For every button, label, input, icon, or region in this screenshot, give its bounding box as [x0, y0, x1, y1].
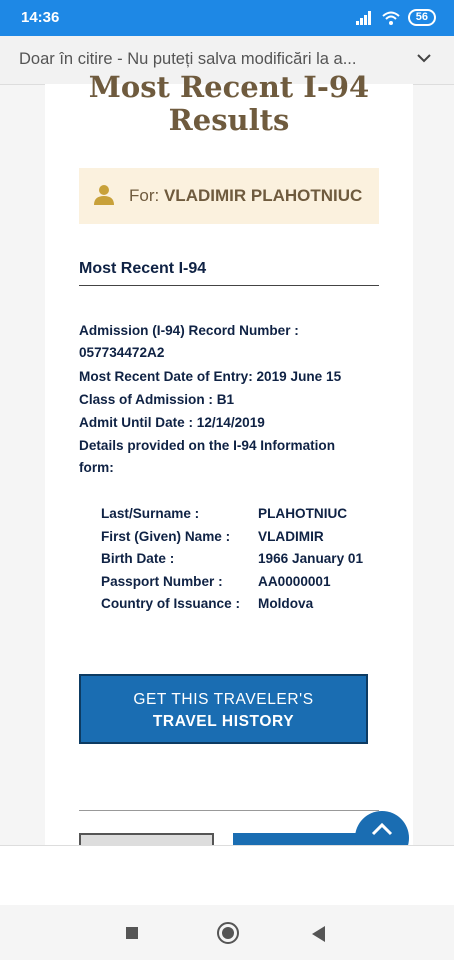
travel-history-button-line1: GET THIS TRAVELER'S: [133, 691, 314, 708]
wifi-icon: [382, 11, 400, 25]
back-icon[interactable]: [312, 926, 325, 942]
battery-icon: 56: [408, 9, 436, 26]
detail-row: [101, 571, 363, 594]
record-number-label: Admission (I-94) Record Number :: [79, 323, 299, 338]
entry-date: Most Recent Date of Entry: 2019 June 15: [79, 369, 342, 384]
home-icon[interactable]: [217, 922, 239, 944]
detail-label: Passport Number :: [101, 573, 223, 589]
read-only-text: Doar în citire - Nu puteți salva modificări la a...: [19, 50, 357, 68]
travel-history-button-line2: TRAVEL HISTORY: [152, 713, 295, 730]
page-title-line2: Results: [168, 103, 290, 137]
bottom-divider: [79, 810, 379, 811]
page-title-line1: Most Recent I-94: [88, 70, 370, 104]
travel-history-button[interactable]: [79, 674, 368, 744]
status-icons: [356, 9, 436, 26]
details-intro-2: form:: [79, 460, 114, 475]
signal-icon: [356, 11, 374, 25]
detail-label: Country of Issuance :: [101, 596, 240, 611]
document-page: [45, 70, 413, 845]
detail-label: Last/Surname :: [101, 506, 200, 521]
traveler-name: VLADIMIR PLAHOTNIUC: [163, 186, 363, 205]
detail-value: AA0000001: [258, 573, 331, 589]
detail-label: Birth Date :: [101, 551, 175, 566]
for-label: For:: [129, 186, 160, 205]
navigation-bar: [0, 905, 454, 960]
detail-value: 1966 January 01: [258, 551, 364, 566]
class-of-admission: Class of Admission : B1: [79, 392, 235, 407]
traveler-label: [129, 186, 362, 206]
detail-row: [101, 526, 363, 549]
traveler-box: [79, 168, 379, 224]
section-divider: [79, 285, 379, 286]
recents-icon[interactable]: [126, 927, 138, 939]
detail-value: VLADIMIR: [258, 528, 324, 544]
chevron-up-icon: [370, 821, 394, 837]
details-table: [101, 503, 363, 616]
details-intro-1: Details provided on the I-94 Information: [79, 438, 336, 453]
admit-until-date: Admit Until Date : 12/14/2019: [79, 415, 265, 430]
chevron-down-icon[interactable]: [416, 50, 432, 66]
person-icon: [93, 184, 115, 206]
detail-row: [101, 548, 363, 571]
detail-value: Moldova: [258, 596, 314, 611]
record-number-value: 057734472A2: [79, 345, 165, 360]
detail-label: First (Given) Name :: [101, 528, 231, 544]
detail-row: [101, 503, 363, 526]
detail-value: PLAHOTNIUC: [258, 506, 348, 521]
status-time: 14:36: [21, 9, 60, 26]
section-title: Most Recent I-94: [79, 260, 207, 277]
status-bar: [0, 0, 454, 36]
viewer-footer: [0, 845, 454, 906]
detail-row: [101, 593, 363, 616]
